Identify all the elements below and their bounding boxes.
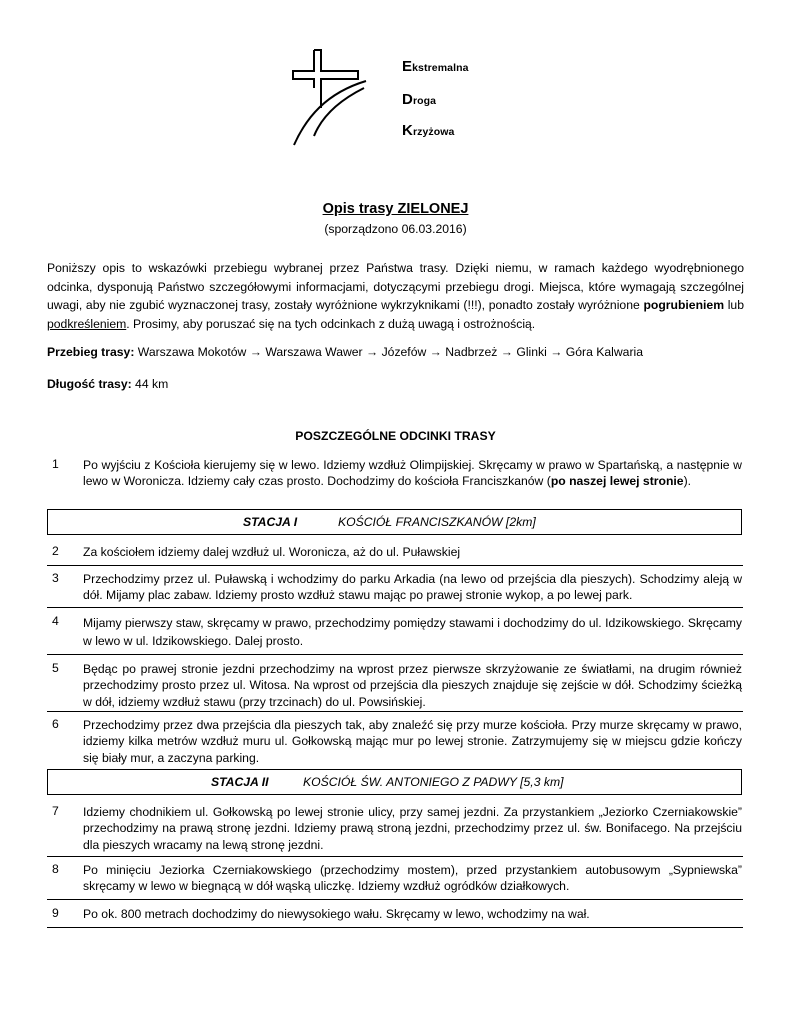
- segment-number: 6: [52, 717, 59, 731]
- divider: [47, 565, 743, 566]
- segment-number: 8: [52, 862, 59, 876]
- segment-text: Po ok. 800 metrach dochodzimy do niewysokiego wału. Skręcamy w lewo, wchodzimy na wał.: [83, 907, 590, 921]
- station-1: [47, 509, 742, 535]
- divider: [47, 607, 743, 608]
- station-name: KOŚCIÓŁ ŚW. ANTONIEGO Z PADWY [5,3 km]: [303, 775, 564, 789]
- station-2: [47, 769, 742, 795]
- cross-logo-icon: [288, 48, 368, 148]
- page-subtitle: (sporządzono 06.03.2016): [324, 222, 467, 236]
- segment-number: 9: [52, 906, 59, 920]
- segment-text: Po wyjściu z Kościoła kierujemy się w lewo. Idziemy wzdłuż Olimpijskiej. Skręcamy w prawo w Spartańską, a następnie w lewo w Woronicza. Idziemy cały czas prosto. Dochodzimy do kościoła Franciszkanów (po naszej lewej stronie).: [83, 458, 742, 489]
- intro-paragraph: Poniższy opis to wskazówki przebiegu wybranej przez Państwa trasy. Dzięki niemu, w ramach każdego wyodrębnionego odcinka, dysponują Państwo szczegółowymi informacjami, dotyczącymi przebiegu drogi. Miejsca, które wymagają szczególnej uwagi, aby nie zgubić wyznaczonej trasy, zostały wyróżnione wykrzyknikami (!!!), ponadto zostały wyróżnione pogrubieniem lub podkreśleniem. Prosimy, aby poruszać się na tych odcinkach z dużą uwagą i ostrożnością.: [47, 261, 744, 332]
- route-line: Przebieg trasy: Warszawa Mokotów → Warszawa Wawer → Józefów → Nadbrzeż → Glinki → Góra Kalwaria: [47, 345, 644, 359]
- divider: [47, 927, 743, 928]
- segment-text: Idziemy chodnikiem ul. Gołkowską po lewej stronie ulicy, przy samej jezdni. Za przystankiem „Jeziorko Czerniakowskie” przechodzimy na prawą stronę jezdni. Idziemy prawą stroną jezdni, przechodzimy przez ul. św. Bonifacego. Na przejściu dla pieszych wracamy na lewą stronę jezdni.: [83, 805, 742, 852]
- segment-text: Będąc po prawej stronie jezdni przechodzimy na wprost przez pierwsze skrzyżowanie ze światłami, na drugim również przechodzimy prosto przez ul. Witosa. Na wprost od przejścia dla pieszych znajduje się zejście w dół. Schodzimy ścieżką w dół, idziemy wzdłuż stawu (przy trzcinach) do ul. Powsińskiej.: [83, 662, 742, 709]
- divider: [47, 899, 743, 900]
- divider: [47, 654, 743, 655]
- segment-number: 3: [52, 571, 59, 585]
- page-title: Opis trasy ZIELONEJ: [322, 201, 469, 217]
- logo-word-2: Droga: [402, 91, 437, 108]
- segment-text: Mijamy pierwszy staw, skręcamy w prawo, przechodzimy pomiędzy stawami i dochodzimy do ul. Idzikowskiego. Skręcamy w lewo w ul. Idzikowskiego. Dalej prosto.: [83, 616, 742, 648]
- length-line: Długość trasy: 44 km: [47, 377, 169, 391]
- logo-word-1: Ekstremalna: [402, 58, 469, 75]
- segment-text: Przechodzimy przez dwa przejścia dla pieszych tak, aby znaleźć się przy murze kościoła. Przy murze skręcamy w prawo, idziemy kilka metrów wzdłuż muru ul. Gołkowską mając mur po lewej stronie. Zatrzymujemy się w miejscu gdzie kończy się biały mur, a zaczyna parking.: [83, 718, 742, 765]
- divider: [47, 711, 743, 712]
- station-name: KOŚCIÓŁ FRANCISZKANÓW [2km]: [338, 515, 536, 529]
- divider: [47, 856, 743, 857]
- station-label: STACJA I: [243, 515, 298, 529]
- segment-number: 2: [52, 544, 59, 558]
- segment-text: Za kościołem idziemy dalej wzdłuż ul. Woronicza, aż do ul. Puławskiej: [83, 545, 461, 559]
- section-heading: POSZCZEGÓLNE ODCINKI TRASY: [295, 429, 496, 443]
- segment-number: 7: [52, 804, 59, 818]
- segment-number: 4: [52, 614, 59, 628]
- logo-word-3: Krzyżowa: [402, 122, 455, 139]
- segment-text: Przechodzimy przez ul. Puławską i wchodzimy do parku Arkadia (na lewo od przejścia dla pieszych). Schodzimy aleją w dół. Mijamy plac zabaw. Idziemy prosto wzdłuż stawu mając po prawej stronie wykop, a po lewej park.: [83, 572, 742, 603]
- station-label: STACJA II: [211, 775, 269, 789]
- segment-text: Po minięciu Jeziorka Czerniakowskiego (przechodzimy mostem), przed przystankiem autobusowym „Sypniewska” skręcamy w lewo w biegnącą w dół wąską uliczkę. Idziemy wzdłuż ogródków działkowych.: [83, 863, 742, 894]
- segment-number: 5: [52, 661, 59, 675]
- segment-number: 1: [52, 457, 59, 471]
